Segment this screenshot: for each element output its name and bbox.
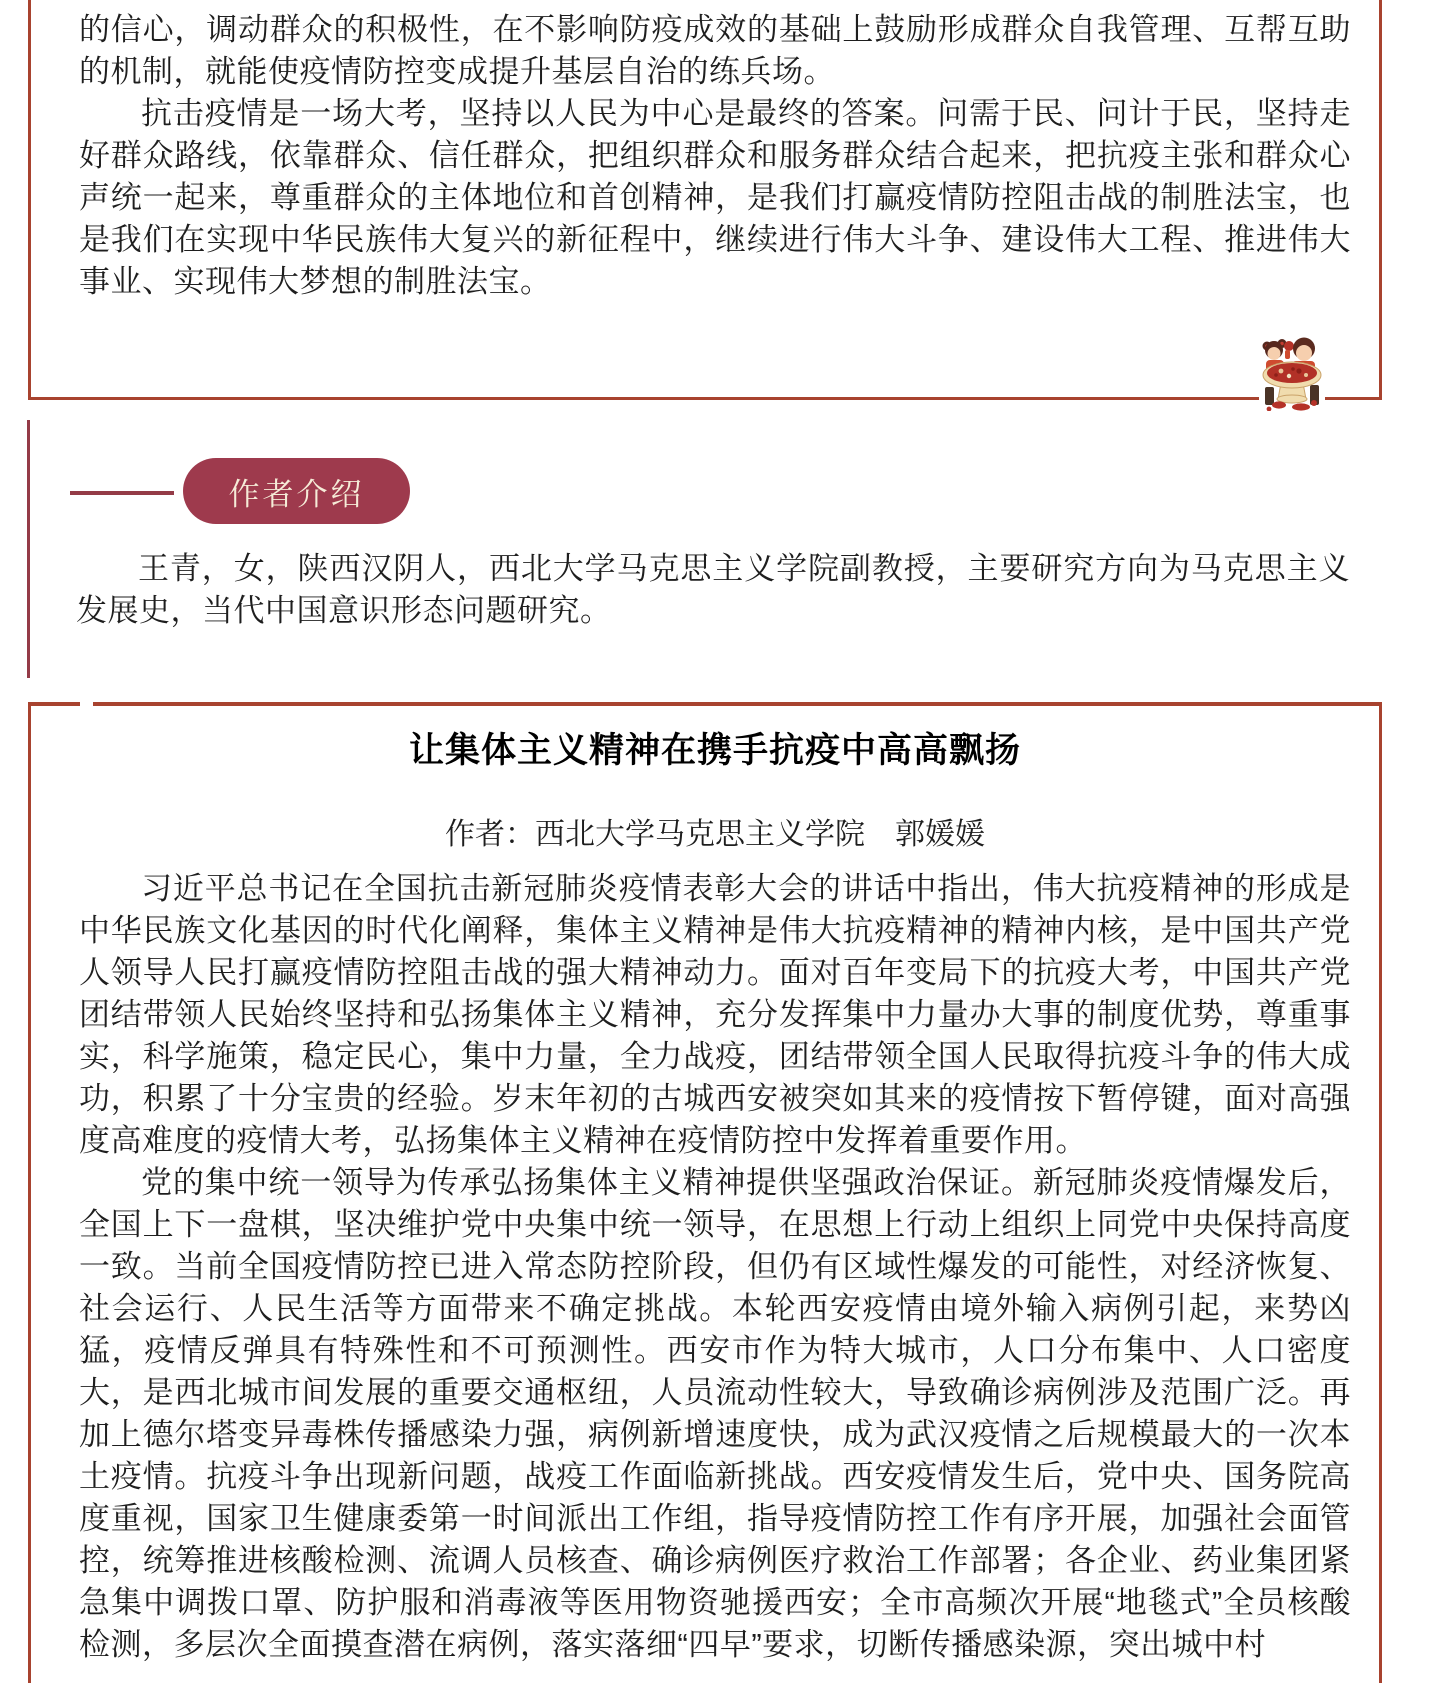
article-paragraph: 党的集中统一领导为传承弘扬集体主义精神提供坚强政治保证。新冠肺炎疫情爆发后，全国上下一盘棋，坚决维护党中央集中统一领导，在思想上行动上组织上同党中央保持高度一致。当前全国疫情防控已进入常态防控阶段，但仍有区域性爆发的可能性，对经济恢复、社会运行、人民生活等方面带来不确定挑战。本轮西安疫情由境外输入病例引起，来势凶猛，疫情反弹具有特殊性和不可预测性。西安市作为特大城市，人口分布集中、人口密度大，是西北城市间发展的重要交通枢纽，人员流动性较大，导致确诊病例涉及范围广泛。再加上德尔塔变异毒株传播感染力强，病例新增速度快，成为武汉疫情之后规模最大的一次本土疫情。抗疫斗争出现新问题，战疫工作面临新挑战。西安疫情发生后，党中央、国务院高度重视，国家卫生健康委第一时间派出工作组，指导疫情防控工作有序开展，加强社会面管控，统筹推进核酸检测、流调人员核查、确诊病例医疗救治工作部署；各企业、药业集团紧急集中调拨口罩、防护服和消毒液等医用物资驰援西安；全市高频次开展“地毯式”全员核酸检测，多层次全面摸查潜在病例，落实落细“四早”要求，切断传播感染源，突出城中村 — [79, 1165, 1351, 1662]
box-top-border-segment-left — [28, 702, 80, 706]
article-title: 让集体主义精神在携手抗疫中高高飘扬 — [408, 731, 1021, 770]
top-article-box — [28, 0, 1382, 400]
article-byline: 作者：西北大学马克思主义学院 郭媛媛 — [445, 818, 985, 851]
badge-leader-line — [70, 491, 174, 495]
second-article-box — [28, 702, 1382, 1683]
article-paragraph: 习近平总书记在全国抗击新冠肺炎疫情表彰大会的讲话中指出，伟大抗疫精神的形成是中华民族文化基因的时代化阐释，集体主义精神是伟大抗疫精神的精神内核，是中国共产党人领导人民打赢疫情防控阻击战的强大精神动力。面对百年变局下的抗疫大考，中国共产党团结带领人民始终坚持和弘扬集体主义精神，充分发挥集中力量办大事的制度优势，尊重事实，科学施策，稳定民心，集中力量，全力战疫，团结带领全国人民取得抗疫斗争的伟大成功，积累了十分宝贵的经验。岁末年初的古城西安被突如其来的疫情按下暂停键，面对高强度高难度的疫情大考，弘扬集体主义精神在疫情防控中发挥着重要作用。 — [79, 871, 1351, 1158]
author-intro-badge-label: 作者介绍 — [228, 476, 365, 512]
box-top-border-segment-right — [93, 702, 1382, 706]
author-section-accent-line — [27, 420, 30, 678]
hotpot-kids-illustration — [1259, 337, 1325, 411]
author-intro-badge — [183, 458, 410, 524]
author-bio-text: 王青，女，陕西汉阴人，西北大学马克思主义学院副教授，主要研究方向为马克思主义发展史，当代中国意识形态问题研究。 — [76, 551, 1350, 628]
article-paragraph: 抗击疫情是一场大考，坚持以人民为中心是最终的答案。问需于民、问计于民，坚持走好群众路线，依靠群众、信任群众，把组织群众和服务群众结合起来，把抗疫主张和群众心声统一起来，尊重群众的主体地位和首创精神，是我们打赢疫情防控阻击战的制胜法宝，也是我们在实现中华民族伟大复兴的新征程中，继续进行伟大斗争、建设伟大工程、推进伟大事业、实现伟大梦想的制胜法宝。 — [79, 96, 1351, 299]
article-paragraph: 的信心，调动群众的积极性，在不影响防疫成效的基础上鼓励形成群众自我管理、互帮互助的机制，就能使疫情防控变成提升基层自治的练兵场。 — [79, 12, 1351, 89]
